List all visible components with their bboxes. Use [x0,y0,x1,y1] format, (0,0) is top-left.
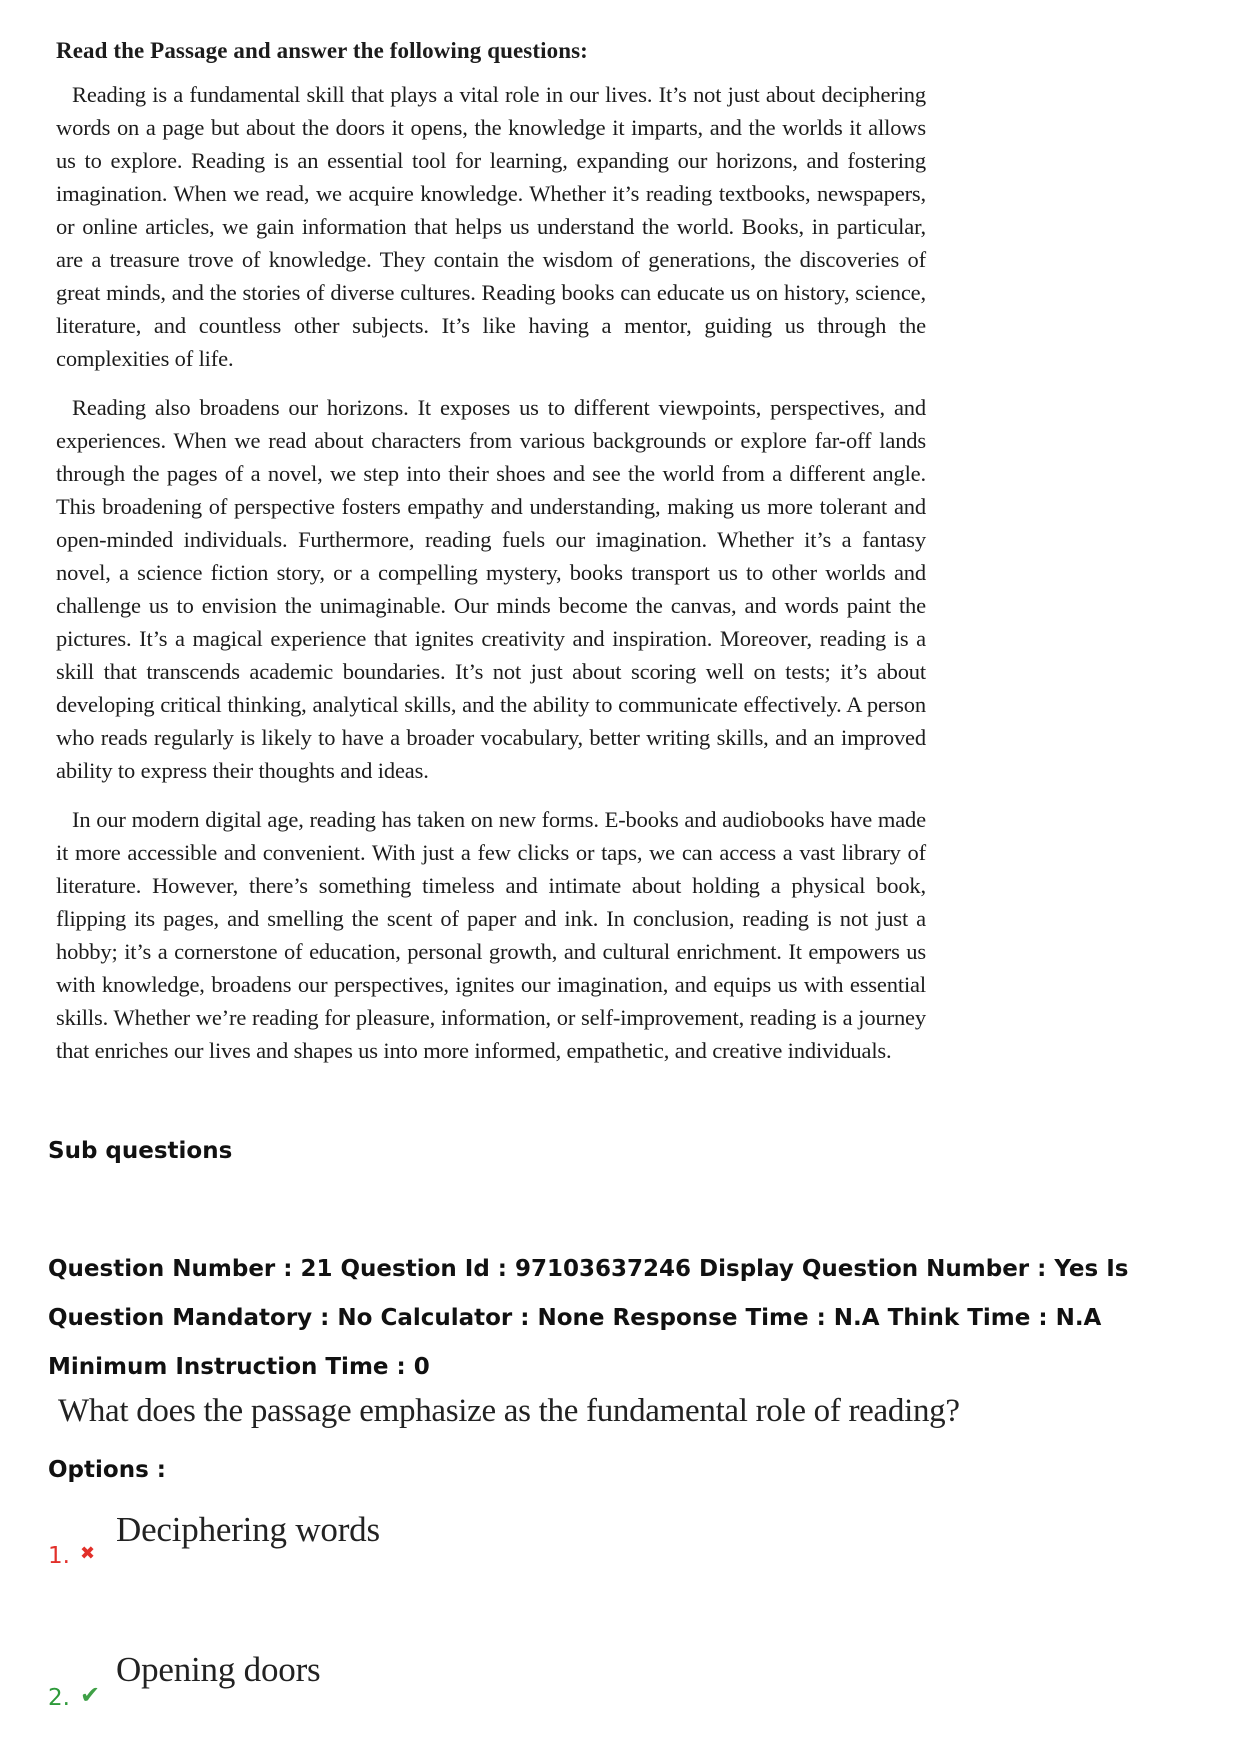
option-text: Deciphering words [116,1510,380,1549]
option-number: 2. [48,1685,70,1711]
passage-paragraph: Reading is a fundamental skill that plays a vital role in our lives. It’s not just about deciphering words on a page but about the doors it opens, the knowledge it imparts, and the worlds it allows us to explore. Reading is an essential tool for learning, expanding our horizons, and fostering imagination. When we read, we acquire knowledge. Whether it’s reading textbooks, newspapers, or online articles, we gain information that helps us understand the world. Books, in particular, are a treasure trove of knowledge. They contain the wisdom of generations, the discoveries of great minds, and the stories of diverse cultures. Reading books can educate us on history, science, literature, and countless other subjects. It’s like having a mentor, guiding us through the complexities of life. [56,82,926,371]
question-text: What does the passage emphasize as the fundamental role of reading? [58,1393,960,1429]
passage-paragraph: Reading also broadens our horizons. It exposes us to different viewpoints, perspectives, and experiences. When we read about characters from various backgrounds or explore far-off lands through the pages of a novel, we step into their shoes and see the world from a different angle. This broadening of perspective fosters empathy and understanding, making us more tolerant and open-minded individuals. Furthermore, reading fuels our imagination. Whether it’s a fantasy novel, a science fiction story, or a compelling mystery, books transport us to other worlds and challenge us to envision the unimaginable. Our minds become the canvas, and words paint the pictures. It’s a magical experience that ignites creativity and inspiration. Moreover, reading is a skill that transcends academic boundaries. It’s not just about scoring well on tests; it’s about developing critical thinking, analytical skills, and the ability to communicate effectively. A person who reads regularly is likely to have a broader vocabulary, better writing skills, and an improved ability to express their thoughts and ideas. [56,395,926,783]
option-text: Opening doors [116,1650,321,1689]
options-label: Options : [48,1457,166,1483]
check-icon: ✔ [80,1681,101,1709]
option-number: 1. [48,1543,70,1569]
question-meta: Question Number : 21 Question Id : 97103637246 Display Question Number : Yes Is Question Mandatory : No Calculator : None Response Time : N.A Think Time : N.A Minimum Instruction Time : 0 [48,1256,1129,1380]
passage-heading: Read the Passage and answer the following questions: [56,38,588,63]
passage-paragraph: In our modern digital age, reading has taken on new forms. E-books and audiobooks have made it more accessible and convenient. With just a few clicks or taps, we can access a vast library of literature. However, there’s something timeless and intimate about holding a physical book, flipping its pages, and smelling the scent of paper and ink. In conclusion, reading is not just a hobby; it’s a cornerstone of education, personal growth, and cultural enrichment. It empowers us with knowledge, broadens our perspectives, ignites our imagination, and equips us with essential skills. Whether we’re reading for pleasure, information, or self-improvement, reading is a journey that enriches our lives and shapes us into more informed, empathetic, and creative individuals. [56,807,926,1063]
sub-questions-label: Sub questions [48,1138,233,1164]
passage-block [50,30,926,1083]
cross-icon: ✖ [80,1543,96,1564]
